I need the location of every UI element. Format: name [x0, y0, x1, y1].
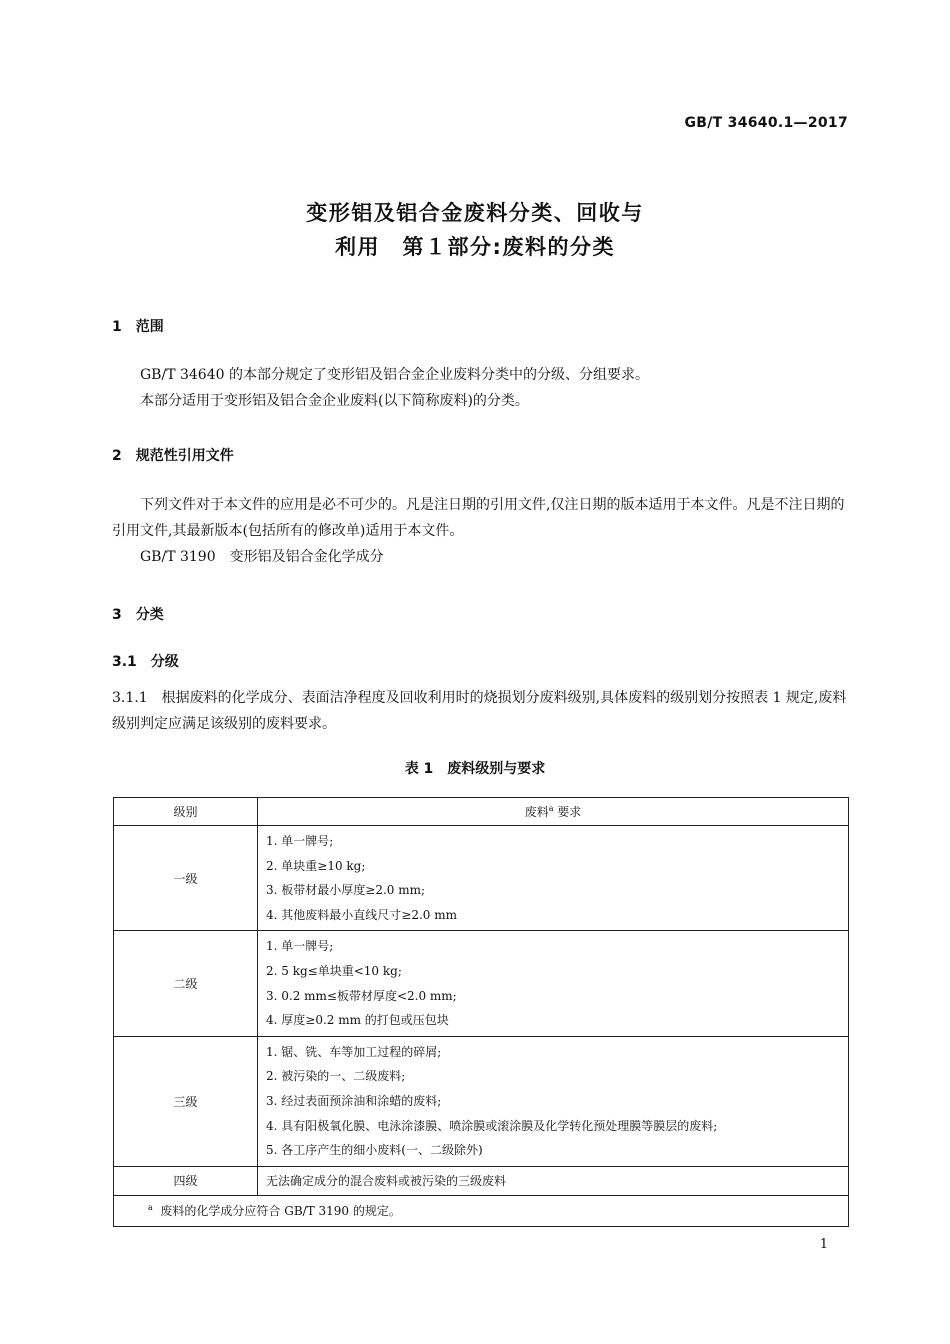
requirement-item: 2. 被污染的一、二级废料;: [266, 1069, 406, 1084]
requirements-cell: [258, 931, 849, 1036]
requirements-cell: [258, 826, 849, 931]
normative-reference: GB/T 3190 变形铝及铝合金化学成分: [140, 549, 384, 565]
table-caption: 表 1 废料级别与要求: [404, 761, 546, 777]
requirement-item: 4. 具有阳极氧化膜、电泳涂漆膜、喷涂膜或滚涂膜及化学转化预处理膜等膜层的废料;: [266, 1118, 718, 1133]
requirement-item: 2. 5 kg≤单块重<10 kg;: [266, 963, 402, 978]
level-cell: 四级: [114, 1166, 258, 1195]
requirement-item: 1. 锯、铣、车等加工过程的碎屑;: [266, 1044, 442, 1059]
requirement-item: 3. 板带材最小厚度≥2.0 mm;: [266, 883, 426, 898]
page-number: 1: [819, 1237, 828, 1252]
requirement-item: 3. 0.2 mm≤板带材厚度<2.0 mm;: [266, 988, 457, 1003]
section-1-paragraph-2: 本部分适用于变形铝及铝合金企业废料(以下简称废料)的分类。: [140, 393, 529, 409]
section-3-heading: 3 分类: [112, 607, 164, 623]
waste-level-table: [113, 797, 849, 1227]
table-header-row: [114, 798, 849, 826]
standard-code: GB/T 34640.1—2017: [684, 115, 848, 131]
requirement-item: 4. 厚度≥0.2 mm 的打包或压包块: [266, 1013, 449, 1028]
requirement-item: 5. 各工序产生的细小废料(一、二级除外): [266, 1143, 483, 1158]
footnote-marker: a: [148, 1203, 153, 1213]
table-footnote-row: [114, 1195, 849, 1226]
section-3-1-heading: 3.1 分级: [112, 654, 179, 670]
table-row: [114, 931, 849, 1036]
column-header-req-suffix: 要求: [553, 805, 582, 819]
section-1-body: [112, 362, 850, 414]
footnote-marker: a: [548, 804, 554, 813]
level-cell: 一级: [114, 826, 258, 931]
section-1-heading: 1 范围: [112, 319, 164, 335]
column-header-level: 级别: [114, 798, 258, 826]
requirement-item: 1. 单一牌号;: [266, 939, 334, 954]
section-1-paragraph-1: GB/T 34640 的本部分规定了变形铝及铝合金企业废料分类中的分级、分组要求。: [140, 367, 649, 383]
table-row: [114, 1036, 849, 1166]
requirement-item: 3. 经过表面预涂油和涂蜡的废料;: [266, 1093, 442, 1108]
table-row: [114, 1166, 849, 1195]
section-2-heading: 2 规范性引用文件: [112, 448, 234, 464]
table-footnote: [114, 1195, 849, 1226]
requirement-item: 2. 单块重≥10 kg;: [266, 858, 366, 873]
section-3-1-1-paragraph: 3.1.1 根据废料的化学成分、表面洁净程度及回收利用时的烧损划分废料级别,具体废料的级别划分按照表 1 规定,废料级别判定应满足该级别的废料要求。: [112, 690, 847, 732]
section-2-body: [112, 492, 850, 570]
footnote-text: 废料的化学成分应符合 GB/T 3190 的规定。: [160, 1204, 401, 1219]
table-row: [114, 826, 849, 931]
requirement-item: 4. 其他废料最小直线尺寸≥2.0 mm: [266, 907, 457, 922]
section-2-paragraph-1: 下列文件对于本文件的应用是必不可少的。凡是注日期的引用文件,仅注日期的版本适用于本文件。凡是不注日期的引用文件,其最新版本(包括所有的修改单)适用于本文件。: [112, 497, 845, 539]
requirements-cell: 无法确定成分的混合废料或被污染的三级废料: [258, 1166, 849, 1195]
requirements-cell: [258, 1036, 849, 1166]
title-line-2: 利用 第１部分:废料的分类: [335, 235, 615, 259]
title-line-1: 变形铝及铝合金废料分类、回收与: [306, 201, 644, 225]
section-3-1-1-body: [112, 685, 850, 737]
column-header-requirements: [258, 798, 849, 826]
level-cell: 二级: [114, 931, 258, 1036]
column-header-req-prefix: 废料: [524, 805, 549, 819]
document-title: [0, 196, 950, 264]
requirement-item: 1. 单一牌号;: [266, 834, 334, 848]
level-cell: 三级: [114, 1036, 258, 1166]
